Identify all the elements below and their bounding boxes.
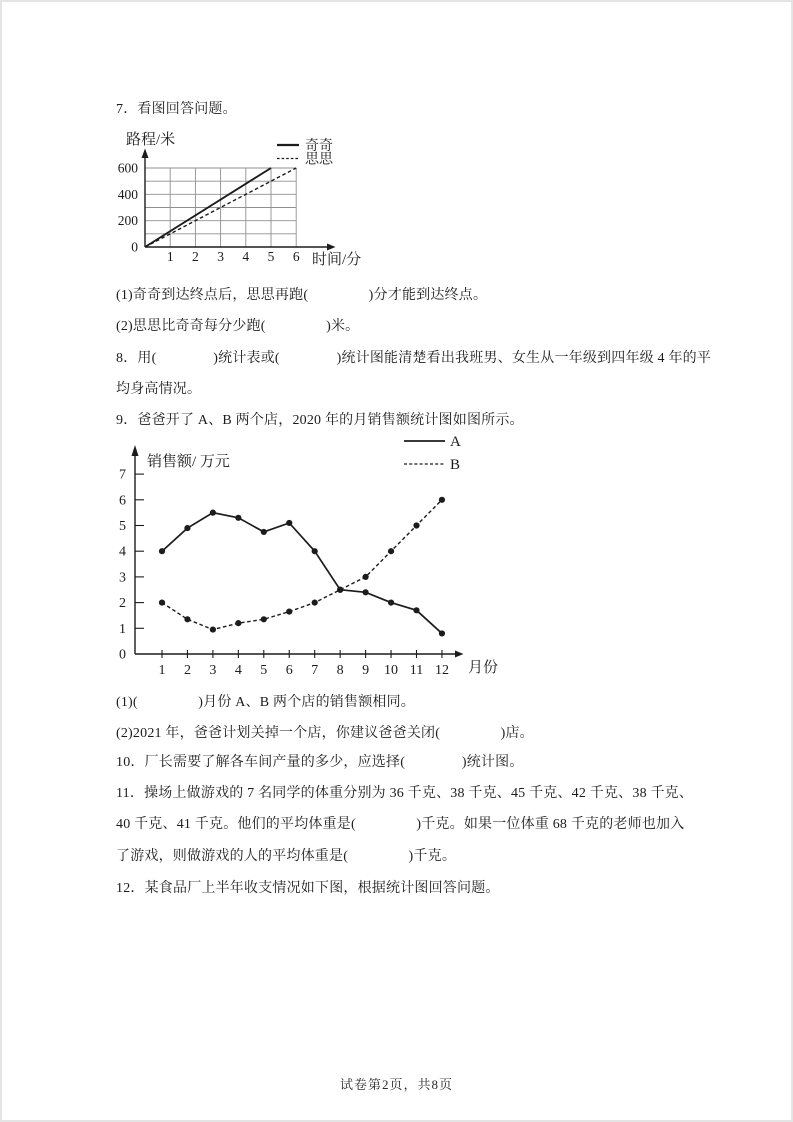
legend-label: 思思: [305, 152, 333, 168]
x-tick-label: 8: [336, 663, 344, 678]
y-axis-title: 销售额/ 万元: [147, 454, 230, 470]
question-9-sub2: (2)2021 年，爸爸计划关掉一个店，你建议爸爸关闭( )店。: [116, 726, 534, 741]
x-axis-arrow: [455, 651, 464, 658]
page-footer: 试卷第2页，共8页: [339, 1077, 453, 1092]
x-tick-label: 9: [362, 663, 370, 678]
legend: [404, 434, 461, 473]
y-tick-label: 7: [119, 467, 126, 483]
x-tick-label: 1: [166, 249, 174, 264]
y-tick-label: 6: [119, 493, 126, 509]
legend: [277, 138, 334, 168]
y-tick-label: 0: [131, 239, 138, 255]
y-tick-label: 5: [119, 519, 126, 534]
monthly-sales-chart: [102, 427, 504, 685]
question-11-line3: 了游戏，则做游戏的人的平均体重是( )千克。: [116, 849, 457, 864]
x-tick-label: 11: [409, 663, 424, 678]
x-tick-label: 12: [434, 663, 449, 678]
y-axis-arrow: [142, 149, 149, 159]
x-tick-label: 5: [267, 249, 275, 264]
y-tick-label: 600: [117, 160, 138, 176]
question-9-sub1: (1)( )月份 A、B 两个店的销售额相同。: [116, 695, 415, 710]
x-tick-label: 6: [285, 663, 293, 678]
y-tick-label: 4: [119, 544, 126, 560]
question-12-title: 12．某食品厂上半年收支情况如下图，根据统计图回答问题。: [116, 881, 500, 896]
x-tick-label: 2: [183, 663, 191, 678]
x-tick-label: 3: [217, 249, 224, 264]
x-tick-label: 5: [260, 663, 268, 678]
axes: [135, 452, 455, 654]
tick-marks: [135, 474, 442, 658]
y-axis-title: 路程/米: [126, 132, 176, 148]
question-8-line2: 均身高情况。: [116, 382, 202, 397]
legend-label: B: [450, 457, 461, 473]
question-8-line1: 8．用( )统计表或( )统计图能清楚看出我班男、女生从一年级到四年级 4 年的平: [116, 351, 712, 366]
y-tick-label: 2: [119, 596, 126, 612]
series-line-B: [162, 500, 442, 630]
question-9-title: 9．爸爸开了 A、B 两个店，2020 年的月销售额统计图如图所示。: [116, 413, 524, 428]
x-tick-label: 1: [158, 663, 166, 678]
question-11-line1: 11．操场上做游戏的 7 名同学的体重分别为 36 千克、38 千克、45 千克、42 千克、38 千克、: [116, 786, 694, 801]
series-markers-B: [159, 497, 445, 633]
y-tick-label: 3: [119, 570, 126, 586]
x-tick-label: 6: [292, 249, 300, 264]
x-axis-arrow: [327, 244, 336, 251]
distance-time-chart: [102, 126, 382, 274]
series-line-A: [162, 513, 442, 634]
x-tick-label: 4: [234, 663, 242, 678]
question-7-title: 7．看图回答问题。: [116, 102, 237, 117]
x-tick-label: 2: [192, 249, 199, 264]
y-tick-label: 400: [117, 186, 138, 202]
question-7-sub1: (1)奇奇到达终点后，思思再跑( )分才能到达终点。: [116, 288, 488, 303]
x-tick-label: 4: [242, 249, 250, 264]
y-tick-label: 1: [119, 621, 126, 637]
question-10: 10．厂长需要了解各车间产量的多少，应选择( )统计图。: [116, 755, 524, 770]
y-tick-label: 200: [117, 213, 138, 229]
legend-label: 奇奇: [305, 139, 333, 154]
series-markers-A: [159, 510, 445, 637]
question-7-sub2: (2)思思比奇奇每分少跑( )米。: [116, 319, 360, 334]
x-axis-title: 月份: [468, 660, 499, 676]
x-tick-label: 7: [311, 663, 319, 678]
x-axis-title: 时间/分: [312, 252, 362, 268]
legend-label: A: [450, 434, 461, 450]
question-11-line2: 40 千克、41 千克。他们的平均体重是( )千克。如果一位体重 68 千克的老师也加入: [116, 817, 685, 832]
y-axis-arrow: [132, 445, 139, 456]
x-tick-label: 10: [384, 663, 399, 678]
x-tick-label: 3: [209, 663, 217, 678]
y-tick-label: 0: [119, 647, 126, 663]
